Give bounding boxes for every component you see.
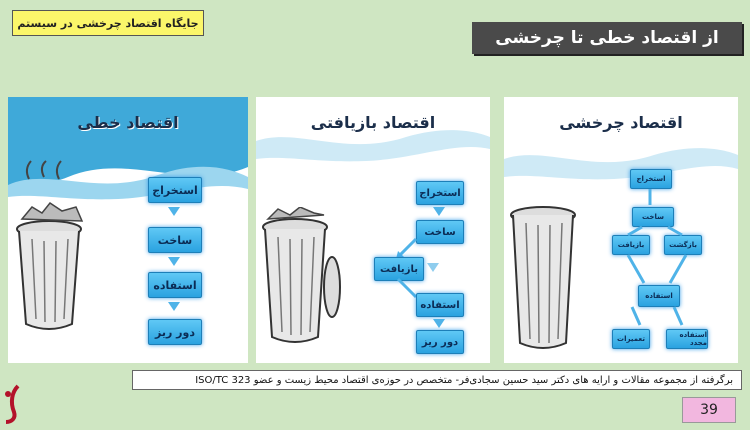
arrow-diagonal-icon xyxy=(394,277,418,301)
step-extract: استخراج xyxy=(416,181,464,205)
step-use: استفاده xyxy=(416,293,464,317)
node-use: استفاده xyxy=(638,285,680,307)
panel-title: اقتصاد چرخشی xyxy=(559,113,683,132)
node-recycle: بازیافت xyxy=(612,235,650,255)
panel-recycling-economy xyxy=(256,97,490,363)
step-extract: استخراج xyxy=(148,177,202,203)
section-tag: جایگاه اقتصاد چرخشی در سیستم xyxy=(12,10,204,36)
arrow-down-icon xyxy=(433,207,445,216)
step-use: استفاده xyxy=(148,272,202,298)
arrow-down-icon xyxy=(433,319,445,328)
step-make: ساخت xyxy=(148,227,202,253)
node-extract: استخراج xyxy=(630,169,672,189)
source-caption: برگرفته از مجموعه مقالات و ارایه های دکتر سید حسین سجادی‌فر- متخصص در حوزه‌ی اقتصاد محیط زیست و عضو ISO/TC 323 xyxy=(132,370,742,390)
panel-title: اقتصاد خطی xyxy=(77,113,179,132)
node-return: بازگشت xyxy=(664,235,702,255)
step-dispose: دور ریز xyxy=(148,319,202,345)
trash-bin-icon xyxy=(508,203,578,353)
panel-linear-economy xyxy=(8,97,248,363)
step-recycle: بازیافت xyxy=(374,257,424,281)
trash-bin-icon xyxy=(14,159,84,339)
panel-circular-economy xyxy=(504,97,738,363)
panel-title: اقتصاد بازیافتی xyxy=(310,113,436,132)
arrow-down-icon xyxy=(168,207,180,216)
cycle-arrows-icon xyxy=(604,183,714,333)
brand-logo xyxy=(2,382,24,426)
node-make: ساخت xyxy=(632,207,674,227)
step-make: ساخت xyxy=(416,220,464,244)
node-repair: تعمیرات xyxy=(612,329,650,349)
arrow-down-icon xyxy=(427,263,439,272)
page-title: از اقتصاد خطی تا چرخشی xyxy=(472,22,742,54)
node-reuse: استفاده مجدد xyxy=(666,329,708,349)
step-dispose: دور ریز xyxy=(416,330,464,354)
page-number: 39 xyxy=(682,397,736,423)
arrow-down-icon xyxy=(168,257,180,266)
trash-bin-icon xyxy=(260,207,346,347)
arrow-down-icon xyxy=(168,302,180,311)
